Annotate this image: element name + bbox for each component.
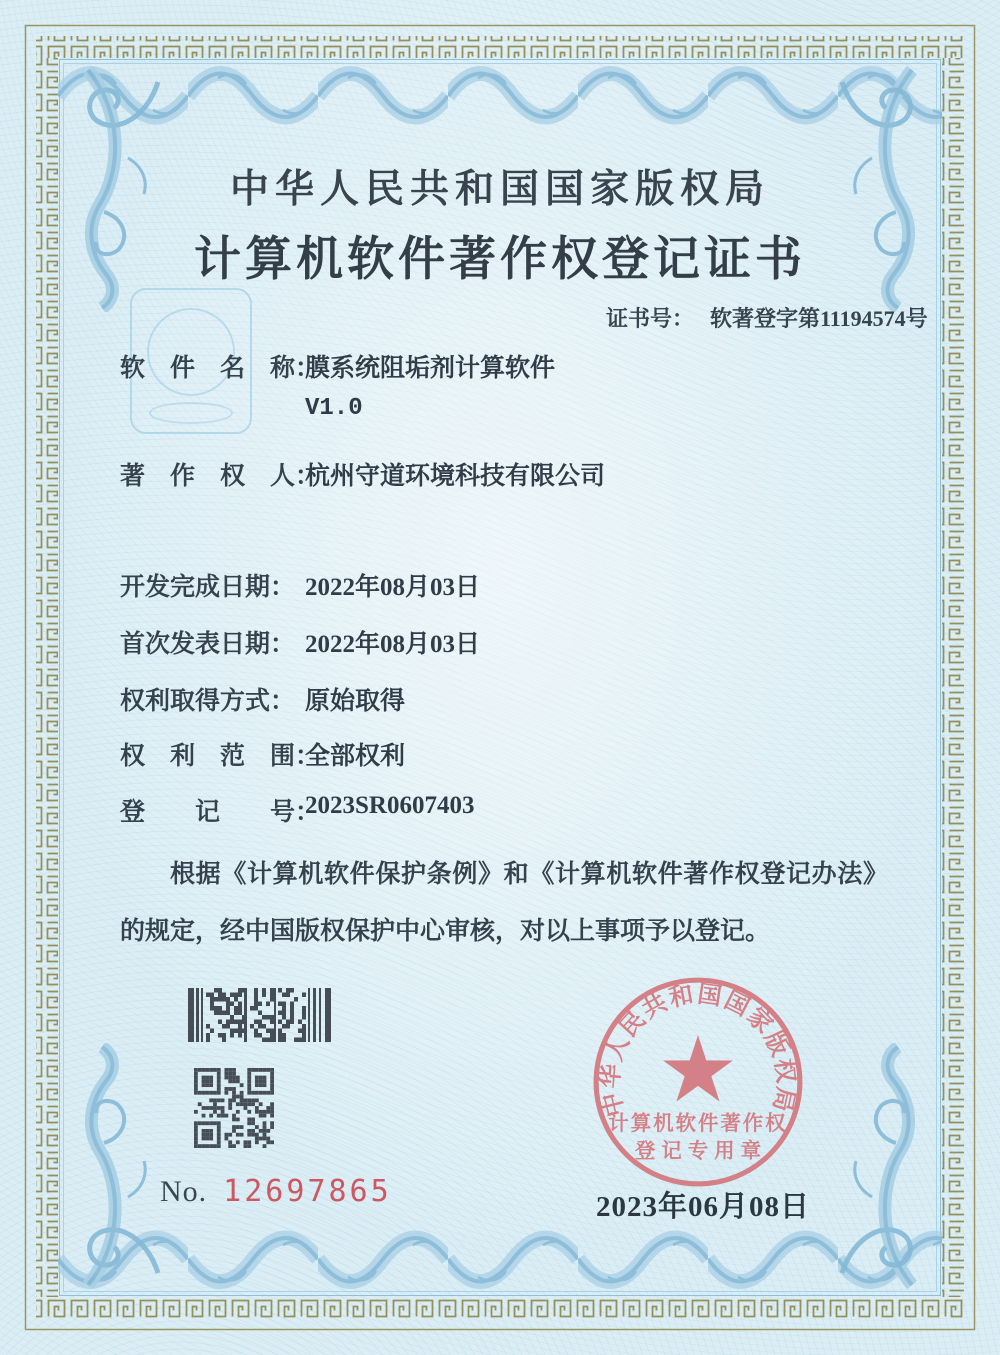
star-icon bbox=[663, 1035, 733, 1101]
field-label: 权利取得方式： bbox=[120, 688, 296, 715]
field-row-registration-number bbox=[120, 792, 474, 828]
qr-code-graphic bbox=[194, 1068, 274, 1148]
certificate-number-label: 证书号： bbox=[606, 306, 695, 331]
rights-scope: 全部权利 bbox=[305, 743, 406, 770]
barcode-graphic bbox=[188, 988, 334, 1042]
seal-ring-text: 中华人民共和国国家版权局 bbox=[596, 980, 800, 1120]
field-value bbox=[305, 348, 555, 422]
copyright-owner: 杭州守道环境科技有限公司 bbox=[305, 463, 606, 490]
field-row-rights-scope bbox=[120, 736, 405, 772]
issuing-authority-title: 中华人民共和国国家版权局 bbox=[229, 168, 770, 211]
serial-number-line bbox=[160, 1174, 392, 1209]
serial-number-label: No. bbox=[160, 1175, 208, 1208]
corner-flourish bbox=[58, 1043, 208, 1293]
certificate-number-value: 软著登字第11194574号 bbox=[710, 306, 928, 331]
field-label: 权 利 范 围： bbox=[120, 743, 321, 770]
official-seal bbox=[590, 974, 806, 1190]
field-row-software-name bbox=[120, 348, 555, 422]
dev-complete-date: 2022年08月03日 bbox=[305, 574, 481, 601]
first-publish-date: 2022年08月03日 bbox=[305, 631, 481, 658]
seal-line2: 登记专用章 bbox=[634, 1140, 768, 1163]
field-row-first-publish-date bbox=[120, 624, 480, 660]
field-row-rights-acquisition bbox=[120, 681, 405, 717]
field-row-dev-complete-date bbox=[120, 567, 480, 603]
serial-number-value: 12697865 bbox=[223, 1174, 392, 1209]
software-name: 膜系统阻垢剂计算软件 bbox=[305, 355, 556, 382]
corner-flourish bbox=[792, 1043, 942, 1293]
rights-acquisition: 原始取得 bbox=[305, 688, 406, 715]
registration-statement: 根据《计算机软件保护条例》和《计算机软件著作权登记办法》的规定，经中国版权保护中心审核，对以上事项予以登记。 bbox=[120, 861, 888, 945]
seal-line1: 计算机软件著作权 bbox=[608, 1112, 788, 1135]
field-label: 登 记 号： bbox=[120, 799, 321, 826]
field-label: 软 件 名 称： bbox=[120, 355, 321, 382]
field-label: 著 作 权 人： bbox=[120, 463, 321, 490]
field-label: 开发完成日期： bbox=[120, 574, 296, 601]
certificate-number-line bbox=[606, 302, 928, 333]
field-row-copyright-owner bbox=[120, 456, 605, 492]
issue-date: 2023年06月08日 bbox=[596, 1191, 811, 1223]
field-label: 首次发表日期： bbox=[120, 631, 296, 658]
certificate-title: 计算机软件著作权登记证书 bbox=[194, 234, 806, 286]
registration-number: 2023SR0607403 bbox=[305, 792, 475, 819]
software-version: V1.0 bbox=[305, 395, 363, 422]
